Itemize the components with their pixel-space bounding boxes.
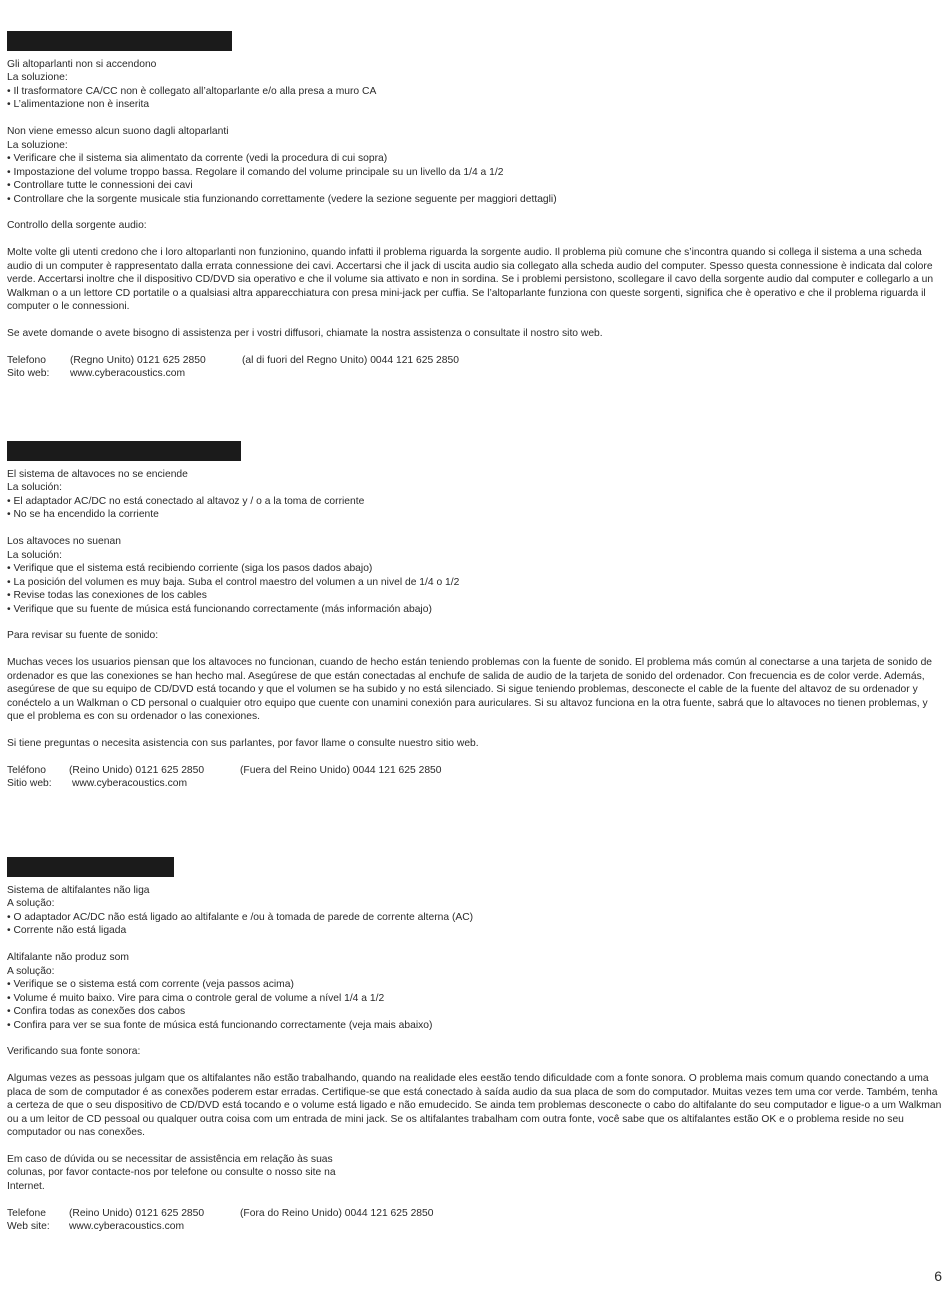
solution-item: • Confira todas as conexões dos cabos [7, 1006, 186, 1018]
phone-line [7, 1207, 945, 1220]
problem-title: Altifalante não produz som [7, 952, 129, 964]
solution-label: La solución: [7, 549, 62, 561]
solution-label: A solução: [7, 965, 55, 977]
solution-item: • Revise todas las conexiones de los cables [7, 590, 207, 602]
section-italian [7, 31, 945, 381]
phone-uk: (Reino Unido) 0121 625 2850 [69, 1207, 205, 1219]
solution-item: • O adaptador AC/DC não está ligado ao altifalante e /ou à tomada de parede de corrente alterna (AC) [7, 911, 474, 923]
heading-bar-spanish [7, 441, 241, 461]
solution-item: • Confira para ver se sua fonte de música está funcionando correctamente (veja mais abaixo) [7, 1019, 433, 1031]
phone-intl: (al di fuori del Regno Unito) 0044 121 625 2850 [242, 354, 459, 366]
solution-item: • Il trasformatore CA/CC non è collegato all’altoparlante e/o alla presa a muro CA [7, 85, 377, 97]
phone-line [7, 764, 945, 777]
solution-item: • Volume é muito baixo. Vire para cima o controle geral de volume a nível 1/4 a 1/2 [7, 992, 385, 1004]
solution-item: • Corrente não está ligada [7, 925, 127, 937]
problem-title: Los altavoces no suenan [7, 536, 121, 548]
solution-item: • No se ha encendido la corriente [7, 509, 159, 521]
body-paragraph: Molte volte gli utenti credono che i loro altoparlanti non funzionino, quando infatti il problema riguarda la sorgente audio. Il problema più comune che s’incontra quando si collega il sistema a una scheda audio di un computer è rappresentato dalla errata connessione dei cavi. Accertarsi che il jack di uscita audio sia collegato alla scheda audio del computer. Spesso questa connessione è indicata dal colore verde. Accertarsi inoltre che il dispositivo CD/DVD sia operativo e che il volume sia attivato e non in sordina. Se i problemi persistono, scollegare il cavo della sorgente audio dal computer e collegarlo a un Walkman o a un lettore CD portatile o a qualsiasi altra apparecchiatura con presa mini-jack per cuffia. Se l’altoparlante funziona con queste sorgenti, significa che è operativo e che il problema riguarda il computer o le connessioni. [7, 247, 934, 313]
heading-bar-portuguese [7, 857, 174, 877]
help-text-line: colunas, por favor contacte-nos por telefone ou consulte o nosso site na [7, 1167, 336, 1179]
section-portuguese [7, 857, 945, 1234]
section-content [7, 468, 945, 791]
help-text: Se avete domande o avete bisogno di assistenza per i vostri diffusori, chiamate la nostra assistenza o consultate il nostro sito web. [7, 328, 603, 339]
check-heading: Controllo della sorgente audio: [7, 220, 147, 232]
solution-item: • La posición del volumen es muy baja. Suba el control maestro del volumen a un nivel de 1/4 o 1/2 [7, 576, 460, 588]
web-link[interactable]: www.cyberacoustics.com [70, 368, 186, 380]
phone-label: Teléfono [7, 764, 46, 776]
section-content [7, 884, 945, 1234]
solution-item: • Verifique que el sistema está recibiendo corriente (siga los pasos dados abajo) [7, 563, 373, 575]
solution-label: La soluzione: [7, 72, 68, 84]
body-paragraph: Algumas vezes as pessoas julgam que os altifalantes não estão trabalhando, quando na realidade eles eestão tendo dificuldade com a fonte sonora. O problema mais comum quando conectando a uma placa de som de computador é as conexões poderem estar erradas. Certifique-se que está conectado à saída audio da sua placa de som do computador. Muitas vezes tem uma cor verde. Também, tenha a certeza de que o seu dispositivo de CD/DVD está tocando e o volume está ligado e não emudecido. Se ainda tem problemas desconecte o cabo do altifalante do seu computador e ligue-o a um Walkman ou a um leitor de CD pessoal ou qualquer outra coisa com um entrada de mini jack. Se os altifalantes trabalham com outra fonte, você sabe que os altifalantes estão OK e o problema reside no seu computador ou nas conexões. [7, 1073, 942, 1139]
web-line [7, 1220, 945, 1233]
solution-item: • El adaptador AC/DC no está conectado al altavoz y / o a la toma de corriente [7, 495, 365, 507]
web-line [7, 367, 945, 380]
web-line [7, 777, 945, 790]
solution-item: • Controllare che la sorgente musicale stia funzionando correttamente (vedere la sezione seguente per maggiori dettagli) [7, 193, 557, 205]
phone-intl: (Fora do Reino Unido) 0044 121 625 2850 [240, 1207, 434, 1219]
web-label: Web site: [7, 1221, 50, 1233]
web-label: Sitio web: [7, 778, 52, 790]
phone-intl: (Fuera del Reino Unido) 0044 121 625 2850 [240, 764, 442, 776]
check-heading: Verificando sua fonte sonora: [7, 1046, 141, 1058]
problem-title: Non viene emesso alcun suono dagli altoparlanti [7, 126, 229, 138]
solution-item: • Verifique se o sistema está com corrente (veja passos acima) [7, 979, 294, 991]
help-text: Si tiene preguntas o necesita asistencia con sus parlantes, por favor llame o consulte nuestro sitio web. [7, 738, 479, 749]
help-text-line: Internet. [7, 1180, 45, 1192]
solution-label: A solução: [7, 898, 55, 910]
problem-title: Gli altoparlanti non si accendono [7, 59, 157, 70]
solution-item: • Controllare tutte le connessioni dei cavi [7, 180, 193, 192]
phone-label: Telefono [7, 354, 46, 366]
help-text-line: Em caso de dúvida ou se necessitar de assistência em relação às suas [7, 1154, 333, 1165]
phone-line [7, 354, 945, 367]
page-number: 6 [934, 1268, 942, 1284]
problem-title: El sistema de altavoces no se enciende [7, 469, 188, 480]
section-content [7, 58, 945, 381]
phone-uk: (Reino Unido) 0121 625 2850 [69, 764, 205, 776]
solution-item: • Impostazione del volume troppo bassa. Regolare il comando del volume principale su un livello da 1/4 a 1/2 [7, 166, 504, 178]
section-spanish [7, 441, 945, 791]
solution-label: La soluzione: [7, 139, 68, 151]
solution-label: La solución: [7, 482, 62, 494]
web-link[interactable]: www.cyberacoustics.com [69, 1221, 185, 1233]
web-label: Sito web: [7, 368, 50, 380]
problem-title: Sistema de altifalantes não liga [7, 885, 150, 896]
phone-uk: (Regno Unito) 0121 625 2850 [70, 354, 206, 366]
heading-bar-italian [7, 31, 232, 51]
check-heading: Para revisar su fuente de sonido: [7, 630, 159, 642]
phone-label: Telefone [7, 1207, 46, 1219]
solution-item: • Verificare che il sistema sia alimentato da corrente (vedi la procedura di cui sopra) [7, 153, 388, 165]
body-paragraph: Muchas veces los usuarios piensan que los altavoces no funcionan, cuando de hecho están teniendo problemas con la fuente de sonido. El problema más común al conectarse a una tarjeta de sonido de ordenador es que las conexiones se han hecho mal. Asegúrese de que están conectadas al enchufe de salida de audio de la tarjeta de sonido del ordenador. Con frecuencia es de color verde. Además, asegúrese de que su equipo de CD/DVD está tocando y que el volumen se ha subido y no está silenciado. Si sigue teniendo problemas, desconecte el cable de la fuente del altavoz de su ordenador y conéctelo a un Walkman o CD personal o cualquier otro equipo que cuente con unamini conexión para auriculares. Si su altavoz funciona en la otra fuente, sabrá que lo altavoces no tienen problemas, y que el problema es con su ordenador o las conexiones. [7, 657, 933, 723]
solution-item: • Verifique que su fuente de música está funcionando correctamente (más información abajo) [7, 603, 432, 615]
solution-item: • L’alimentazione non è inserita [7, 99, 150, 111]
web-link[interactable]: www.cyberacoustics.com [72, 778, 188, 790]
